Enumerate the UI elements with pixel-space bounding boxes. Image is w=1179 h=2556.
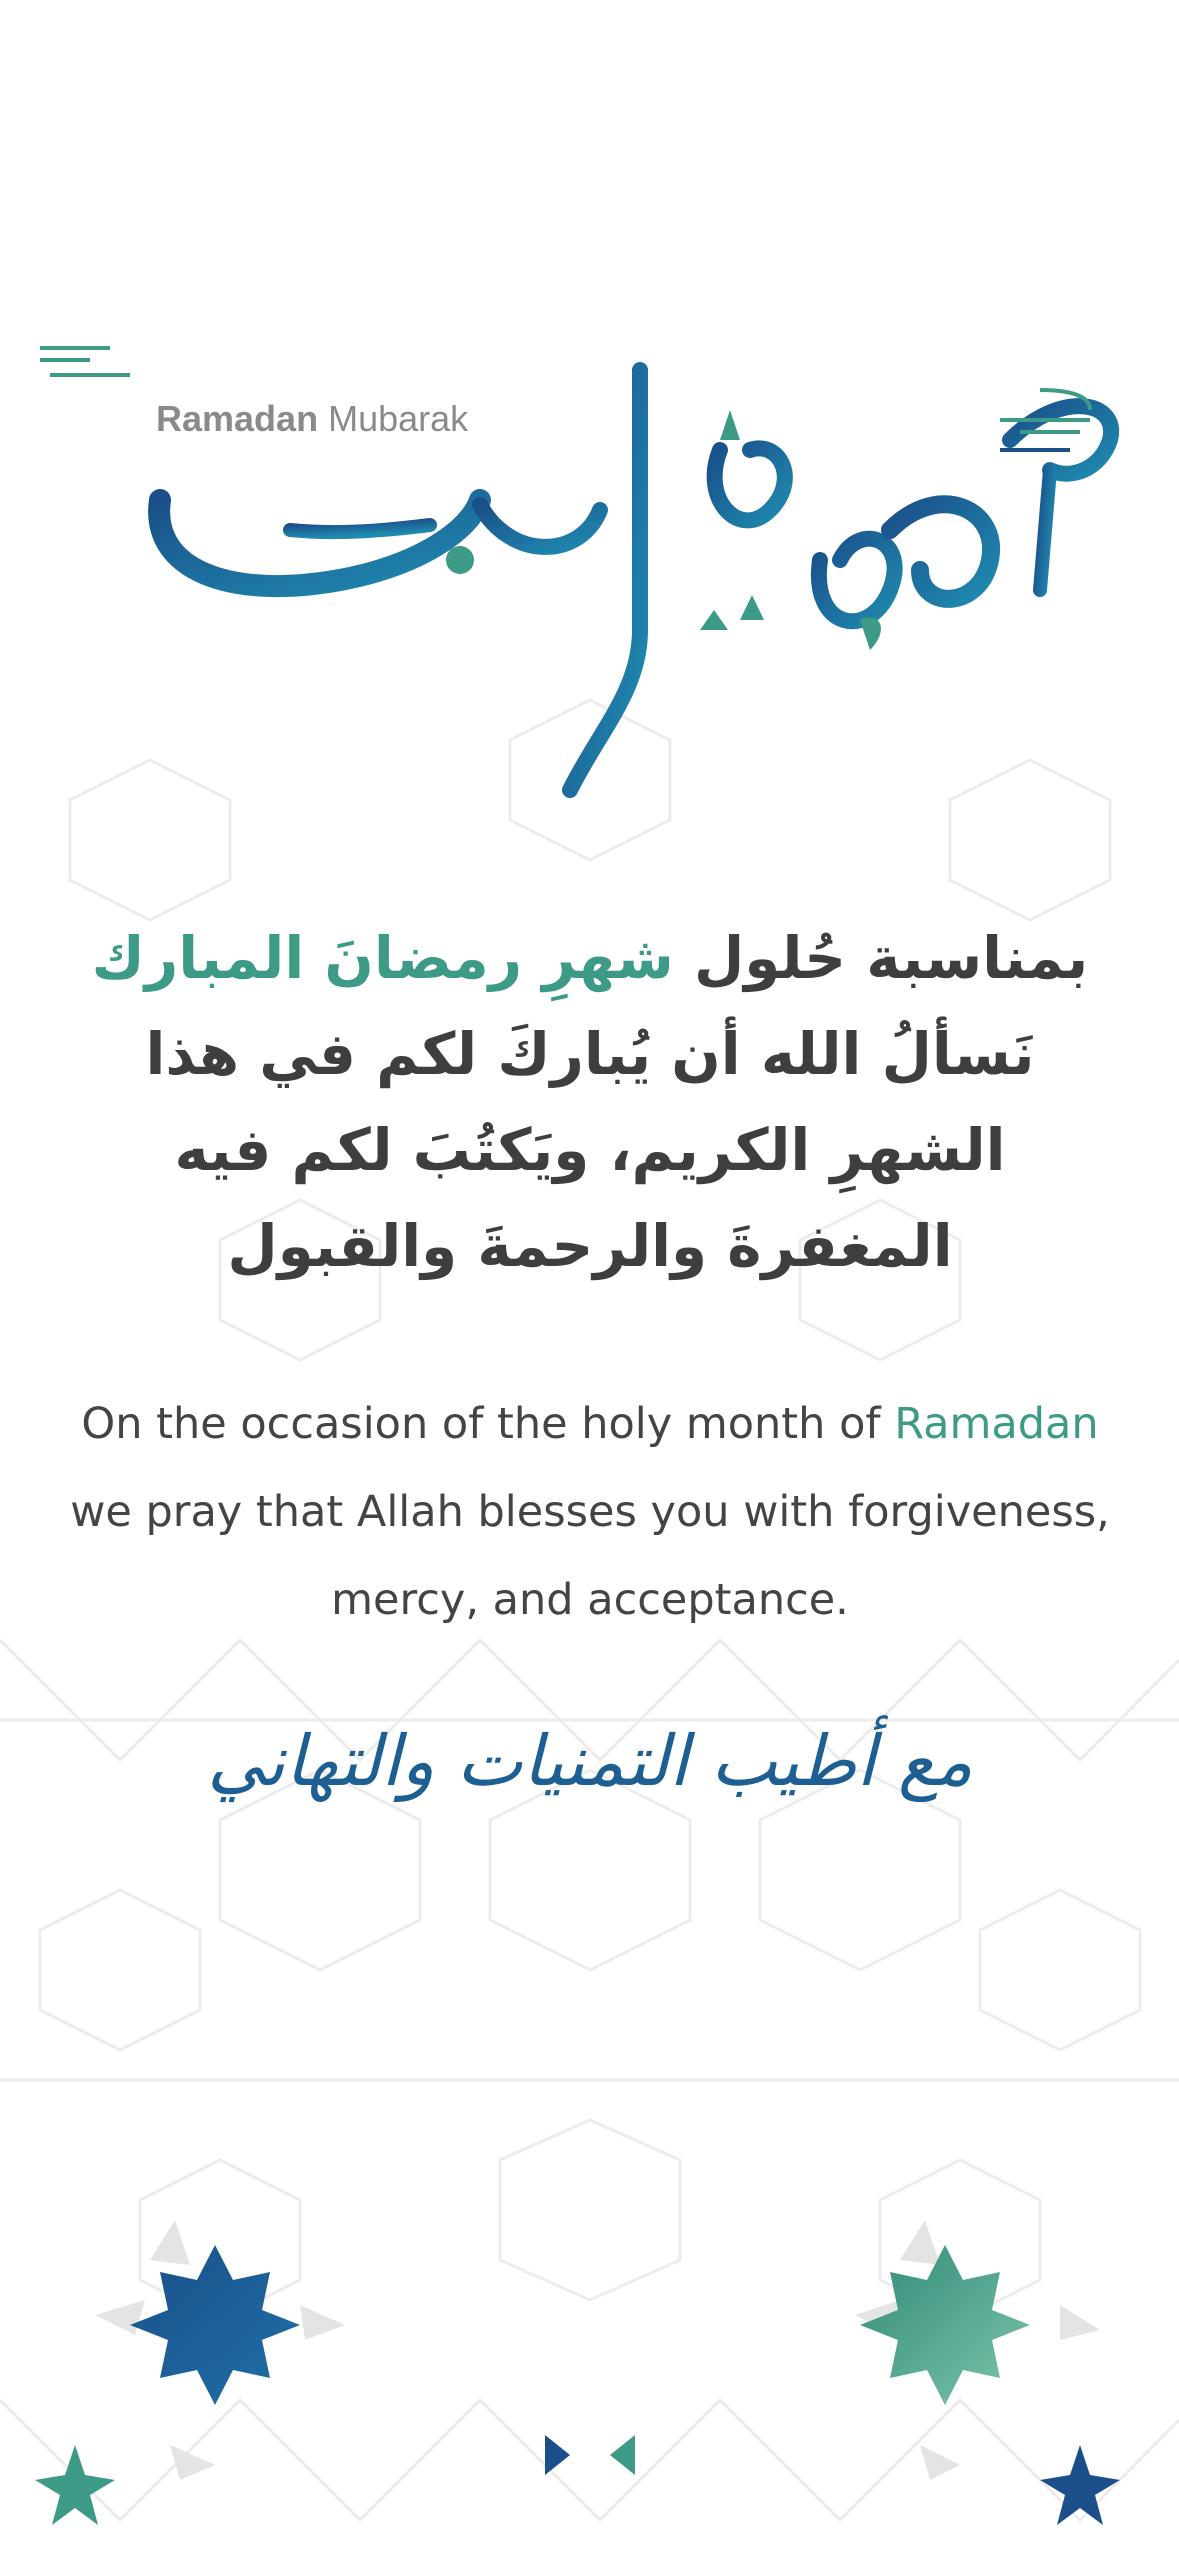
label-bold: Ramadan [156,398,319,439]
arabic-greeting-message [60,910,1120,1294]
english-line-2: we pray that Allah blesses you with forgiveness, [70,1487,1110,1537]
arabic-line-1 [60,910,1120,1006]
arabic-line-4: المغفرةَ والرحمةَ والقبول [227,1212,953,1280]
greeting-calligraphy-logo [40,330,1140,800]
english-line-1-highlight: Ramadan [894,1399,1099,1449]
decorative-stars [0,2180,1179,2556]
sign-off-calligraphy: مع أطيب التمنيات والتهاني [207,1720,973,1802]
star-icon-teal-large [860,2245,1030,2405]
star-icon-teal-small [35,2445,115,2525]
star-icon-blue-large [130,2245,300,2405]
chevron-right-icon [545,2435,570,2475]
english-line-3: mercy, and acceptance. [331,1575,849,1625]
arabic-line-3: الشهرِ الكريم، ويَكتُبَ لكم فيه [174,1116,1006,1184]
english-greeting-message [40,1380,1140,1644]
english-line-1-prefix: On the occasion of the holy month of [81,1399,895,1449]
label-regular: Mubarak [328,398,469,439]
english-line-1 [40,1380,1140,1468]
arabic-line-2: نَسألُ الله أن يُباركَ لكم في هذا [145,1020,1035,1088]
star-icon-blue-small [1040,2445,1120,2525]
arabic-line-1-highlight: شهرِ رمضانَ المبارك [91,924,674,992]
arabic-line-1-prefix: بمناسبة حُلول [673,924,1089,992]
chevron-left-icon [610,2435,635,2475]
